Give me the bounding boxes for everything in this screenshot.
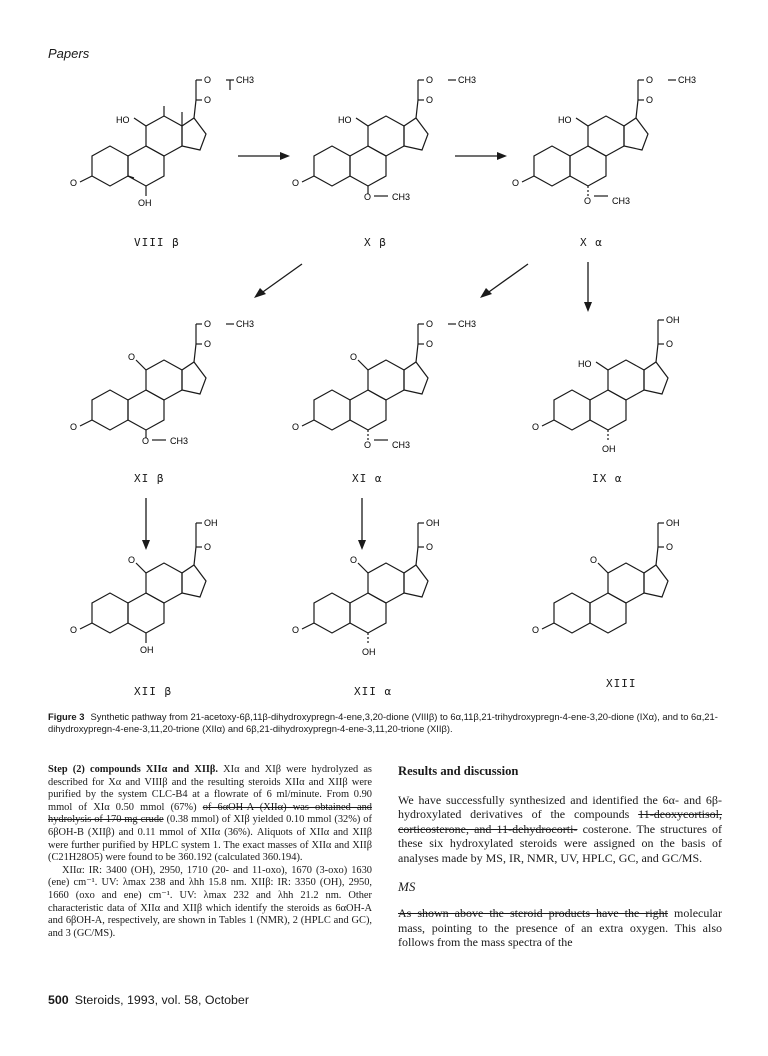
atom-o: O	[364, 192, 372, 202]
atom-o: O	[128, 555, 136, 565]
figure-caption	[48, 711, 724, 735]
atom-o: O	[350, 352, 358, 362]
section-header: Papers	[48, 46, 90, 61]
atom-o: O	[666, 542, 674, 552]
atom-oh: OH	[426, 518, 440, 528]
structure-x-beta	[292, 68, 477, 208]
structure-xi-alpha	[292, 312, 477, 452]
atom-oh: OH	[362, 647, 376, 657]
left-column	[48, 764, 372, 940]
structure-xii-alpha	[292, 515, 470, 657]
structure-xi-beta	[70, 312, 255, 452]
results-text-1: We have successfully synthesized and identified the 6α- and 6β-hydroxylated derivatives of the compounds	[398, 792, 722, 822]
ms-text-2: molecular mass, pointing to the presence of an extra oxygen. This also follows from the mass spectra of the	[398, 906, 723, 950]
step-text-3: (0.38 mmol) of XIβ yielded 0.10 mmol (32%) of 6βOH-B (XIIβ) and 0.11 mmol of XIIα (36%). Aliquots of XIIα and XIIβ were further purified by HPLC system 1. The exact masses of XIIα and XIIβ (C21H28O5) were found to be 360.192 (calculated 360.194).	[48, 814, 372, 864]
atom-o: O	[292, 422, 300, 432]
atom-o: O	[70, 422, 78, 432]
structure-viii-beta	[70, 68, 255, 208]
label-xiii: XIII	[606, 677, 637, 690]
arrow-down-1	[582, 262, 594, 312]
atom-ch3: CH3	[612, 196, 631, 206]
atom-oh: OH	[666, 315, 680, 325]
atom-o: O	[666, 339, 674, 349]
arrow-right-1	[238, 150, 290, 162]
figure-caption-text: Synthetic pathway from 21-acetoxy-6β,11β-dihydroxypregn-4-ene,3,20-dione (VIIIβ) to 6α,11β,21-trihydroxypregn-4-ene-3,20-dione (IXα), and to 6α,21-dihydroxypregn-4-ene-3,11,20-trione (XIIα) and 6β,21-dihydroxypregn-4-ene-3,11,20-trione (XIIβ).	[48, 711, 718, 734]
journal-citation: Steroids, 1993, vol. 58, October	[74, 993, 249, 1007]
atom-oh: OH	[602, 444, 616, 454]
atom-o: O	[70, 178, 78, 188]
atom-ch3: CH3	[236, 75, 255, 85]
atom-o: O	[204, 95, 212, 105]
atom-o: O	[142, 436, 150, 446]
spectra-paragraph: XIIα: IR: 3400 (OH), 2950, 1710 (20- and 11-oxo), 1670 (3-oxo) 1630 (ene) cm⁻¹. UV: λmax 238 and λhh 15.8 nm. XIIβ: IR: 3350 (OH), 2950, 1660 (oxo and ene) cm⁻¹. UV: λmax 232 and λhh 21.2 nm. Other characteristic data of XIIα and XIIβ which identify the steroids as 6αOH-A and 6βOH-A, respectively, are shown in Tables 1 (NMR), 2 (HPLC and GC), and 3 (GC/MS).	[48, 864, 372, 939]
atom-ch3: CH3	[236, 319, 255, 329]
arrow-diagonal-2	[478, 262, 530, 300]
label-xii-beta: XII β	[134, 685, 173, 698]
atom-o: O	[128, 352, 136, 362]
atom-o: O	[426, 75, 434, 85]
atom-o: O	[292, 625, 300, 635]
label-x-alpha: X α	[580, 236, 603, 249]
ms-heading: MS	[398, 878, 416, 894]
atom-ch3: CH3	[170, 436, 189, 446]
atom-o: O	[646, 75, 654, 85]
atom-o: O	[590, 555, 598, 565]
atom-o: O	[204, 339, 212, 349]
atom-ch3: CH3	[458, 75, 477, 85]
structure-ix-alpha	[532, 312, 710, 454]
atom-oh: OH	[140, 645, 154, 655]
atom-o: O	[646, 95, 654, 105]
atom-ch3: CH3	[458, 319, 477, 329]
page-number: 500	[48, 993, 69, 1007]
label-xii-alpha: XII α	[354, 685, 393, 698]
label-x-beta: X β	[364, 236, 387, 249]
label-ix-alpha: IX α	[592, 472, 623, 485]
atom-ho: HO	[578, 359, 592, 369]
step-paragraph	[48, 764, 372, 865]
atom-o: O	[426, 542, 434, 552]
atom-ho: HO	[338, 115, 352, 125]
atom-ch3: CH3	[392, 192, 411, 202]
atom-ho: HO	[558, 115, 572, 125]
atom-o: O	[426, 339, 434, 349]
atom-ch3: CH3	[392, 440, 411, 450]
structure-x-alpha	[512, 68, 697, 208]
atom-o: O	[532, 625, 540, 635]
atom-o: O	[292, 178, 300, 188]
right-column	[398, 764, 722, 950]
atom-o: O	[350, 555, 358, 565]
atom-o: O	[512, 178, 520, 188]
atom-o: O	[584, 196, 592, 206]
label-viii-beta: VIII β	[134, 236, 180, 249]
figure-label: Figure 3	[48, 711, 85, 722]
results-text-2: 11-deoxycortisol, corticosterone, and 11-dehydrocorti-	[398, 807, 723, 836]
atom-ho: HO	[116, 115, 130, 125]
atom-o: O	[426, 319, 434, 329]
results-heading: Results and discussion	[398, 764, 519, 778]
arrow-diagonal-1	[252, 262, 304, 300]
atom-oh: OH	[666, 518, 680, 528]
step-heading: Step (2) compounds XIIα and XIIβ.	[48, 764, 218, 775]
structure-xii-beta	[70, 515, 248, 655]
atom-ch3: CH3	[678, 75, 697, 85]
atom-o: O	[204, 75, 212, 85]
atom-o: O	[204, 542, 212, 552]
step-text-2: of 6αOH-A (XIIα) was obtained and hydrolysis of 170 mg crude	[48, 801, 372, 826]
arrow-right-2	[455, 150, 507, 162]
structure-xiii	[532, 515, 710, 655]
results-paragraph	[398, 793, 722, 866]
atom-o: O	[70, 625, 78, 635]
atom-o: O	[426, 95, 434, 105]
atom-oh: OH	[204, 518, 218, 528]
label-xi-beta: XI β	[134, 472, 165, 485]
ms-text-1: As shown above the steroid products have the right	[398, 906, 669, 921]
page-footer	[48, 993, 249, 1007]
atom-o: O	[532, 422, 540, 432]
atom-o: O	[204, 319, 212, 329]
atom-o: O	[364, 440, 372, 450]
step-text-1: XIα and XIβ were hydrolyzed as described for Xα and VIIIβ and the resulting steroids XIIα and XIIβ were purified by the system CLC-B4 at a flowrate of 6 ml/minute. From 0.90 mmol of XIα 0.50 mmol (67%)	[48, 764, 372, 813]
results-text-3: costerone. The structures of these six hydroxylated steroids were assigned on the basis of analyses made by MS, IR, NMR, UV, HPLC, GC, and GC/MS.	[398, 821, 723, 865]
ms-paragraph	[398, 906, 722, 950]
atom-oh: OH	[138, 198, 152, 208]
label-xi-alpha: XI α	[352, 472, 383, 485]
